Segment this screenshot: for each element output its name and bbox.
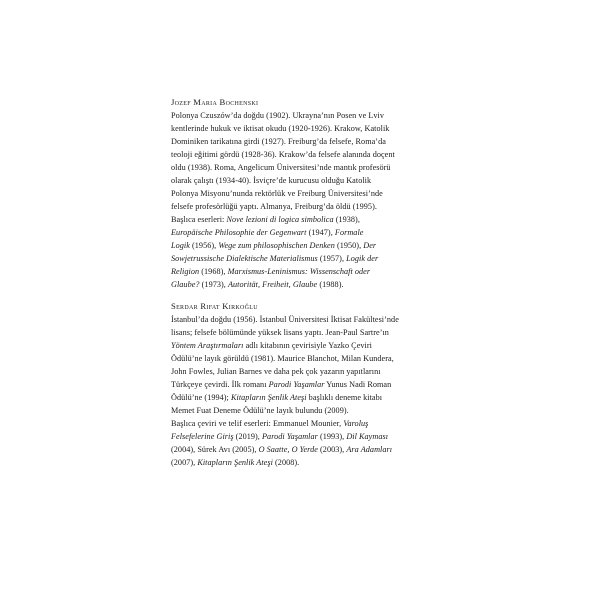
bio-text: olarak çalıştı (1934-40). İsviçre’de kurucusu olduğu Katolik [171, 176, 372, 185]
bio-line [171, 174, 431, 187]
bio-line [171, 239, 431, 252]
bio-text: teoloji eğitimi gördü (1928-36). Krakow’da felsefe alanında doçent [171, 150, 395, 159]
italic-title: Wege zum philosophischen Denken [218, 241, 335, 250]
bio-text: (1950), [334, 241, 364, 250]
translator-bio-kirkoglu [171, 300, 431, 469]
bio-line [171, 122, 431, 135]
bio-line [171, 391, 431, 404]
bio-line [171, 430, 431, 443]
bio-text: (1988). [317, 280, 344, 289]
bio-text: Memet Fuat Deneme Ödülü’ne layık bulundu (2009). [171, 406, 349, 415]
italic-title: Ara Adamları [346, 445, 393, 454]
bio-line [171, 252, 431, 265]
italic-title: Formale [334, 228, 364, 237]
bio-text: (1973), [199, 280, 228, 289]
bio-text: Polonya Misyonu’nunda rektörlük ve Freiburg Üniversitesi’nde [171, 189, 383, 198]
bio-text: Polonya Czuszów’da doğdu (1902). Ukrayna’nın Posen ve Lviv [171, 111, 385, 120]
bio-line [171, 404, 431, 417]
bio-text: (2003), [317, 445, 347, 454]
bio-line [171, 365, 431, 378]
bio-line [171, 443, 431, 456]
bio-text: İstanbul’da doğdu (1956). İstanbul Üniversitesi İktisat Fakültesi’nde [171, 315, 399, 324]
bio-text: (1947), [306, 228, 335, 237]
italic-title: Yöntem Araştırmaları [171, 341, 244, 350]
italic-title: Varoluş [343, 419, 369, 428]
bio-text: Türkçeye çevirdi. İlk romanı [171, 380, 269, 389]
italic-title: Logik [171, 241, 190, 250]
bio-line [171, 213, 431, 226]
bio-text: oldu (1938). Roma, Angelicum Üniversitesi’nde mantık profesörü [171, 163, 391, 172]
bio-text: (2007), [171, 458, 198, 467]
author-bio-text [171, 109, 431, 291]
italic-title: Autorität, Freiheit, Glaube [227, 280, 318, 289]
italic-title: Logik der [346, 254, 379, 263]
bio-text: Dominiken tarikatına girdi (1927). Freiburg’da felsefe, Roma’da [171, 137, 386, 146]
italic-title: Europäische Philosophie der Gegenwart [171, 228, 307, 237]
bio-text: (1968), [199, 267, 228, 276]
bio-text: Ödülü’ne (1994); [171, 393, 231, 402]
italic-title: Nove lezioni di logica simbolica [226, 215, 334, 224]
italic-title: Parodi Yaşamlar [268, 380, 325, 389]
bio-line [171, 313, 431, 326]
bio-text: Başlıca çeviri ve telif eserleri: Emmanuel Mounier, [171, 419, 344, 428]
italic-title: Sowjetrussische Dialektische Materialismus [171, 254, 318, 263]
italic-title: Dil Kayması [346, 432, 389, 441]
bio-line [171, 278, 431, 291]
bio-text: başlıklı deneme kitabı [306, 393, 383, 402]
bio-line [171, 339, 431, 352]
bio-line [171, 200, 431, 213]
bio-line [171, 417, 431, 430]
italic-title: Der [363, 241, 377, 250]
bio-text: lisans; felsefe bölümünde yüksek lisans yaptı. Jean-Paul Sartre’ın [171, 328, 389, 337]
bio-text: (1956), [189, 241, 219, 250]
bio-text: (2019), [233, 432, 262, 441]
bio-line [171, 161, 431, 174]
bio-text: adlı kitabının çevirisiyle Yazko Çeviri [243, 341, 372, 350]
author-name: Jozef Maria Bochenski [171, 97, 259, 107]
bio-text: Yunus Nadi Roman [324, 380, 392, 389]
bio-line [171, 326, 431, 339]
author-bio-bochenski [171, 96, 431, 291]
translator-name: Serdar Rifat Kirkoğlu [171, 301, 258, 311]
bio-line [171, 265, 431, 278]
bio-line [171, 187, 431, 200]
bio-line [171, 352, 431, 365]
bio-text: (1957), [317, 254, 347, 263]
italic-title: Religion [171, 267, 200, 276]
bio-text: kentlerinde hukuk ve iktisat okudu (1920-1926). Krakow, Katolik [171, 124, 390, 133]
bio-text: John Fowles, Julian Barnes ve daha pek çok yazarın yapıtlarını [171, 367, 381, 376]
italic-title: Marxismus-Leninismus: Wissenschaft oder [227, 267, 371, 276]
italic-title: Glaube? [171, 280, 200, 289]
bio-line [171, 109, 431, 122]
bio-line [171, 456, 431, 469]
bio-text: (2004), Sürek Avı (2005), [171, 445, 259, 454]
bio-line [171, 148, 431, 161]
bio-line [171, 378, 431, 391]
bio-text: (1993), [317, 432, 347, 441]
bio-line [171, 135, 431, 148]
translator-bio-text [171, 313, 431, 469]
italic-title: Felsefelerine Giriş [171, 432, 234, 441]
bio-text: Başlıca eserleri: [171, 215, 227, 224]
bio-text: (1938), [333, 215, 360, 224]
italic-title: Kitapların Şenlik Ateşi [197, 458, 273, 467]
italic-title: Parodi Yaşamlar [262, 432, 318, 441]
italic-title: Kitapların Şenlik Ateşi [230, 393, 307, 402]
italic-title: O Saatte, O Yerde [258, 445, 318, 454]
bio-text: Ödülü’ne layık görüldü (1981). Maurice Blanchot, Milan Kundera, [171, 354, 394, 363]
bio-line [171, 226, 431, 239]
bio-text: felsefe profesörlüğü yaptı. Almanya, Freiburg’da öldü (1995). [171, 202, 377, 211]
bio-text: (2008). [272, 458, 300, 467]
